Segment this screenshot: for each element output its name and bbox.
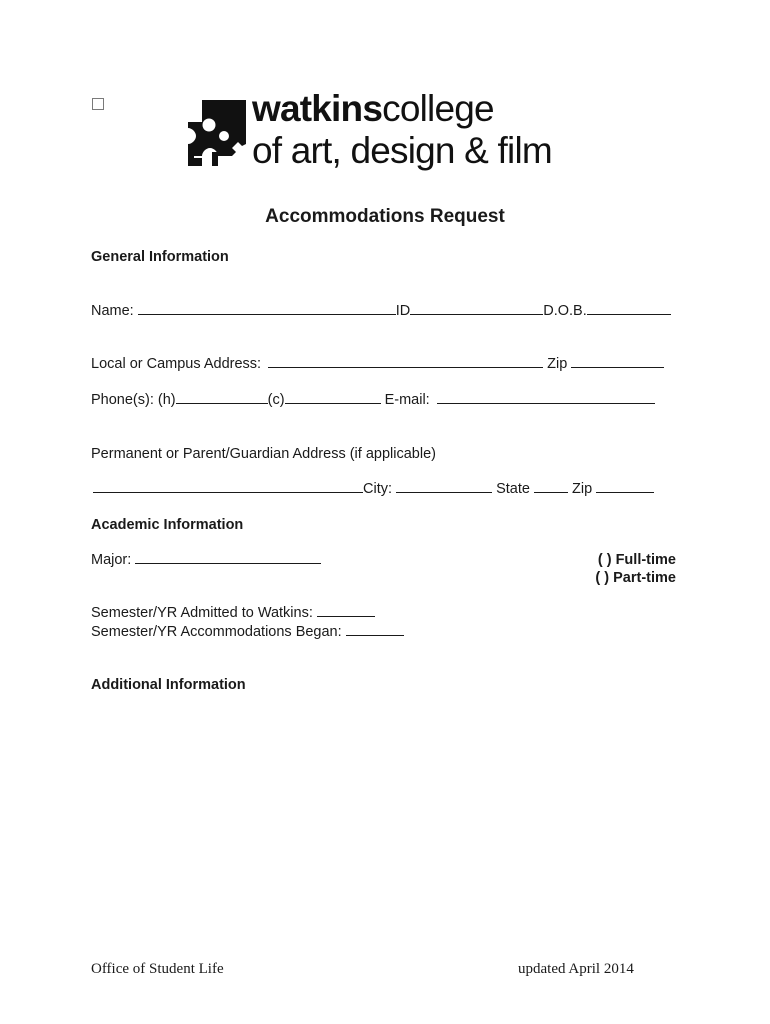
full-time-option[interactable]: ( ) Full-time (597, 552, 676, 568)
dob-field[interactable] (587, 302, 671, 315)
zip-field[interactable] (571, 355, 664, 368)
section-heading-additional: Additional Information (91, 677, 246, 693)
local-address-field[interactable] (268, 355, 543, 368)
logo-watkins: watkins (252, 88, 383, 129)
footer-office: Office of Student Life (91, 961, 224, 977)
semester-accommodations-label: Semester/YR Accommodations Began: (91, 624, 342, 640)
name-row (91, 302, 671, 320)
id-label: ID (395, 303, 411, 319)
watkins-logo-icon (188, 100, 248, 166)
email-field[interactable] (437, 391, 655, 404)
email-label: E-mail: (384, 392, 430, 408)
state-label: State (496, 481, 530, 497)
cell-phone-label: (c) (267, 392, 285, 408)
city-field[interactable] (396, 480, 492, 493)
semester-admitted-field[interactable] (317, 604, 375, 617)
permanent-address-row (93, 480, 654, 498)
name-label: Name: (91, 303, 134, 319)
logo-wordmark-bottom: of art, design & film (252, 130, 552, 171)
zip-label: Zip (547, 356, 568, 372)
local-address-label: Local or Campus Address: (91, 356, 262, 372)
part-time-option[interactable]: ( ) Part-time (595, 570, 676, 586)
semester-admitted-row (91, 604, 375, 622)
home-phone-label: (h) (157, 392, 176, 408)
section-heading-general: General Information (91, 249, 229, 265)
phone-row (91, 391, 655, 409)
id-field[interactable] (410, 302, 543, 315)
logo-wordmark-top (252, 88, 494, 130)
footer-updated: updated April 2014 (518, 961, 634, 977)
dob-label: D.O.B. (543, 303, 587, 319)
phones-label: Phone(s): (91, 392, 154, 408)
section-heading-academic: Academic Information (91, 517, 244, 533)
page-title: Accommodations Request (265, 206, 505, 227)
zip2-label: Zip (571, 481, 593, 497)
zip2-field[interactable] (596, 480, 654, 493)
name-field[interactable] (138, 302, 396, 315)
semester-accommodations-row (91, 623, 404, 641)
permanent-address-label: Permanent or Parent/Guardian Address (if applicable) (91, 446, 436, 462)
semester-accommodations-field[interactable] (346, 623, 404, 636)
cell-phone-field[interactable] (285, 391, 381, 404)
major-row (91, 551, 321, 569)
checkbox[interactable] (92, 98, 104, 110)
major-label: Major: (91, 552, 132, 568)
semester-admitted-label: Semester/YR Admitted to Watkins: (91, 605, 313, 621)
state-field[interactable] (534, 480, 568, 493)
local-address-row (91, 355, 664, 373)
major-field[interactable] (135, 551, 321, 564)
city-label: City: (363, 481, 392, 497)
home-phone-field[interactable] (176, 391, 268, 404)
permanent-address-field[interactable] (93, 480, 363, 493)
logo-college: college (382, 88, 494, 129)
